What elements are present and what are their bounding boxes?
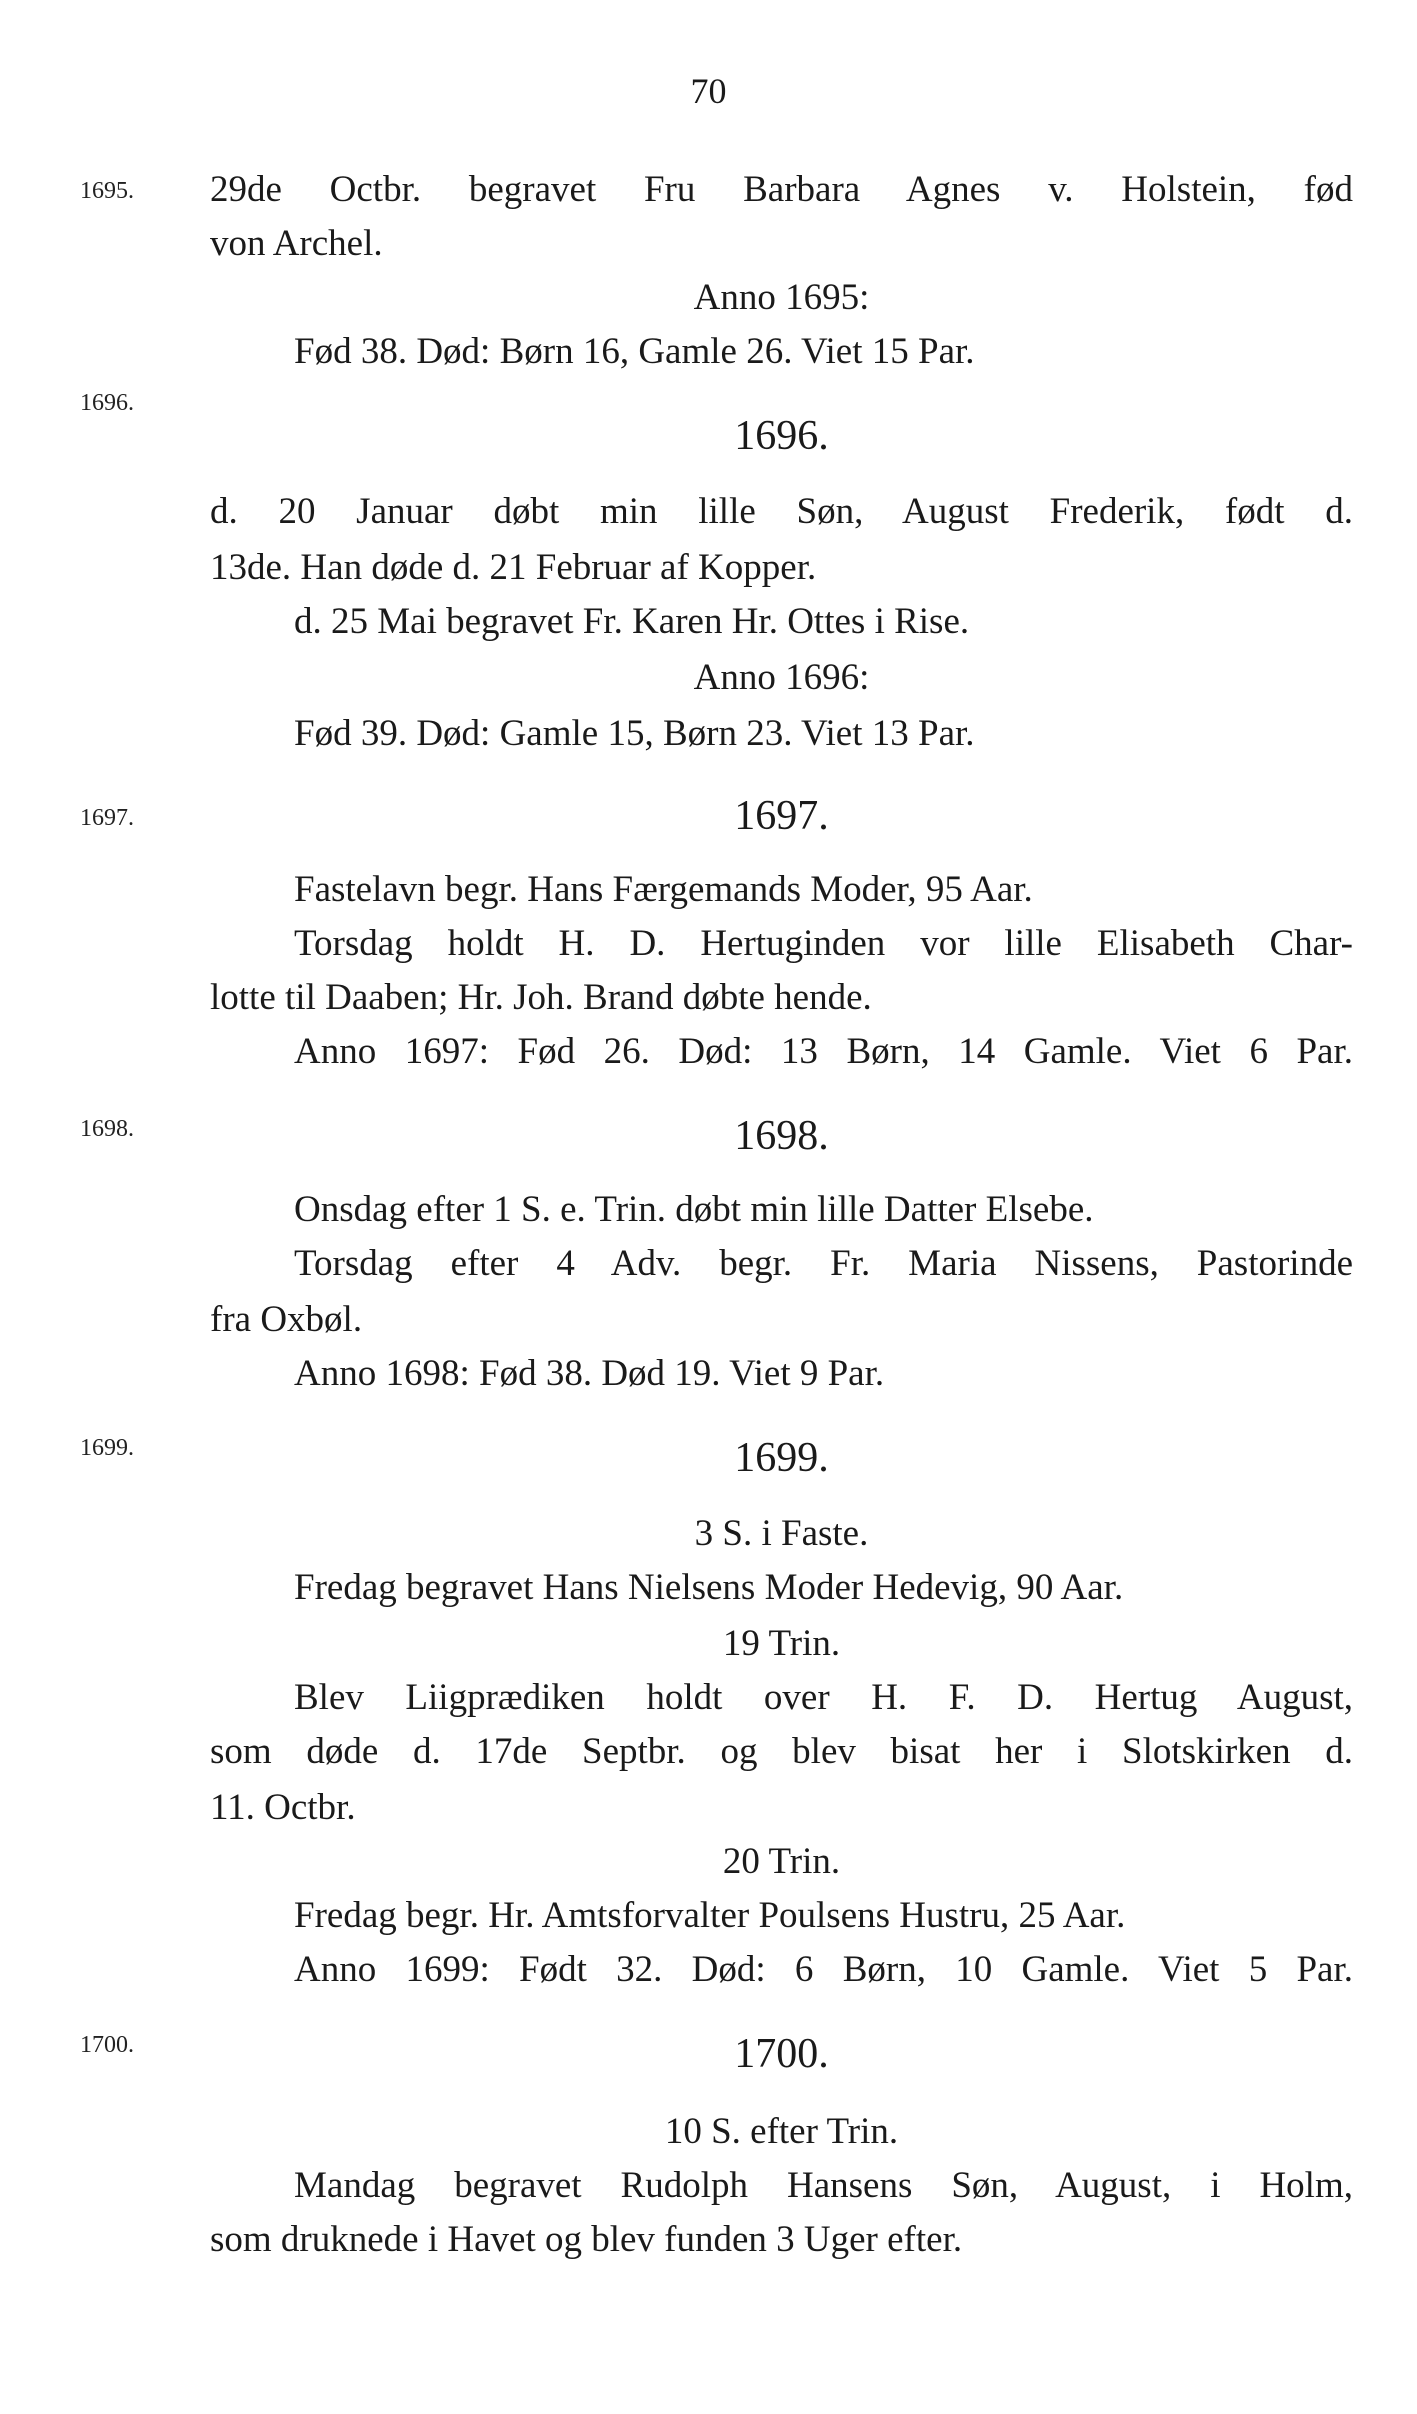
text-line: Blev Liigprædiken holdt over H. F. D. Hertug August, <box>294 1677 1353 1718</box>
text-line: Onsdag efter 1 S. e. Trin. døbt min lille Datter Elsebe. <box>294 1189 1094 1230</box>
margin-year: 1700. <box>80 2032 134 2058</box>
page-number: 70 <box>690 71 727 111</box>
text-line: Torsdag efter 4 Adv. begr. Fr. Maria Nissens, Pastorinde <box>294 1243 1353 1284</box>
text-line: d. 20 Januar døbt min lille Søn, August Frederik, født d. <box>210 491 1353 532</box>
text-line: Anno 1696: <box>693 657 870 698</box>
text-line: 29de Octbr. begravet Fru Barbara Agnes v. Holstein, fød <box>210 169 1353 210</box>
text-line: Fredag begravet Hans Nielsens Moder Hedevig, 90 Aar. <box>294 1567 1124 1608</box>
text-line: som druknede i Havet og blev funden 3 Uger efter. <box>210 2219 963 2260</box>
margin-year: 1699. <box>80 1435 134 1461</box>
margin-year: 1695. <box>80 178 134 204</box>
text-line: Anno 1699: Født 32. Død: 6 Børn, 10 Gamle. Viet 5 Par. <box>294 1949 1353 1990</box>
margin-year: 1698. <box>80 1116 134 1142</box>
text-line: som døde d. 17de Septbr. og blev bisat her i Slotskirken d. <box>210 1731 1353 1772</box>
margin-year: 1696. <box>80 390 134 416</box>
text-line: 13de. Han døde d. 21 Februar af Kopper. <box>210 547 817 588</box>
text-line: Fød 38. Død: Børn 16, Gamle 26. Viet 15 Par. <box>294 331 975 372</box>
text-line: Torsdag holdt H. D. Hertuginden vor lille Elisabeth Char- <box>294 923 1353 964</box>
text-line: 3 S. i Faste. <box>694 1513 869 1554</box>
section-heading: 1699. <box>734 1435 829 1481</box>
text-line: Fredag begr. Hr. Amtsforvalter Poulsens Hustru, 25 Aar. <box>294 1895 1126 1936</box>
text-line: d. 25 Mai begravet Fr. Karen Hr. Ottes i Rise. <box>294 601 970 642</box>
text-line: lotte til Daaben; Hr. Joh. Brand døbte hende. <box>210 977 872 1018</box>
text-line: Mandag begravet Rudolph Hansens Søn, August, i Holm, <box>294 2165 1353 2206</box>
section-heading: 1696. <box>734 413 829 459</box>
section-heading: 1698. <box>734 1113 829 1159</box>
text-line: fra Oxbøl. <box>210 1299 363 1340</box>
text-line: Anno 1698: Fød 38. Død 19. Viet 9 Par. <box>294 1353 885 1394</box>
section-heading: 1697. <box>734 793 829 839</box>
text-line: Anno 1697: Fød 26. Død: 13 Børn, 14 Gamle. Viet 6 Par. <box>294 1031 1353 1072</box>
margin-year: 1697. <box>80 805 134 831</box>
text-line: 11. Octbr. <box>210 1787 356 1828</box>
text-line: von Archel. <box>210 223 383 264</box>
section-heading: 1700. <box>734 2031 829 2077</box>
text-line: 19 Trin. <box>722 1623 841 1664</box>
text-line: Fastelavn begr. Hans Færgemands Moder, 95 Aar. <box>294 869 1033 910</box>
text-line: 20 Trin. <box>722 1841 841 1882</box>
text-line: Anno 1695: <box>693 277 870 318</box>
text-line: Fød 39. Død: Gamle 15, Børn 23. Viet 13 Par. <box>294 713 975 754</box>
text-line: 10 S. efter Trin. <box>664 2111 899 2152</box>
